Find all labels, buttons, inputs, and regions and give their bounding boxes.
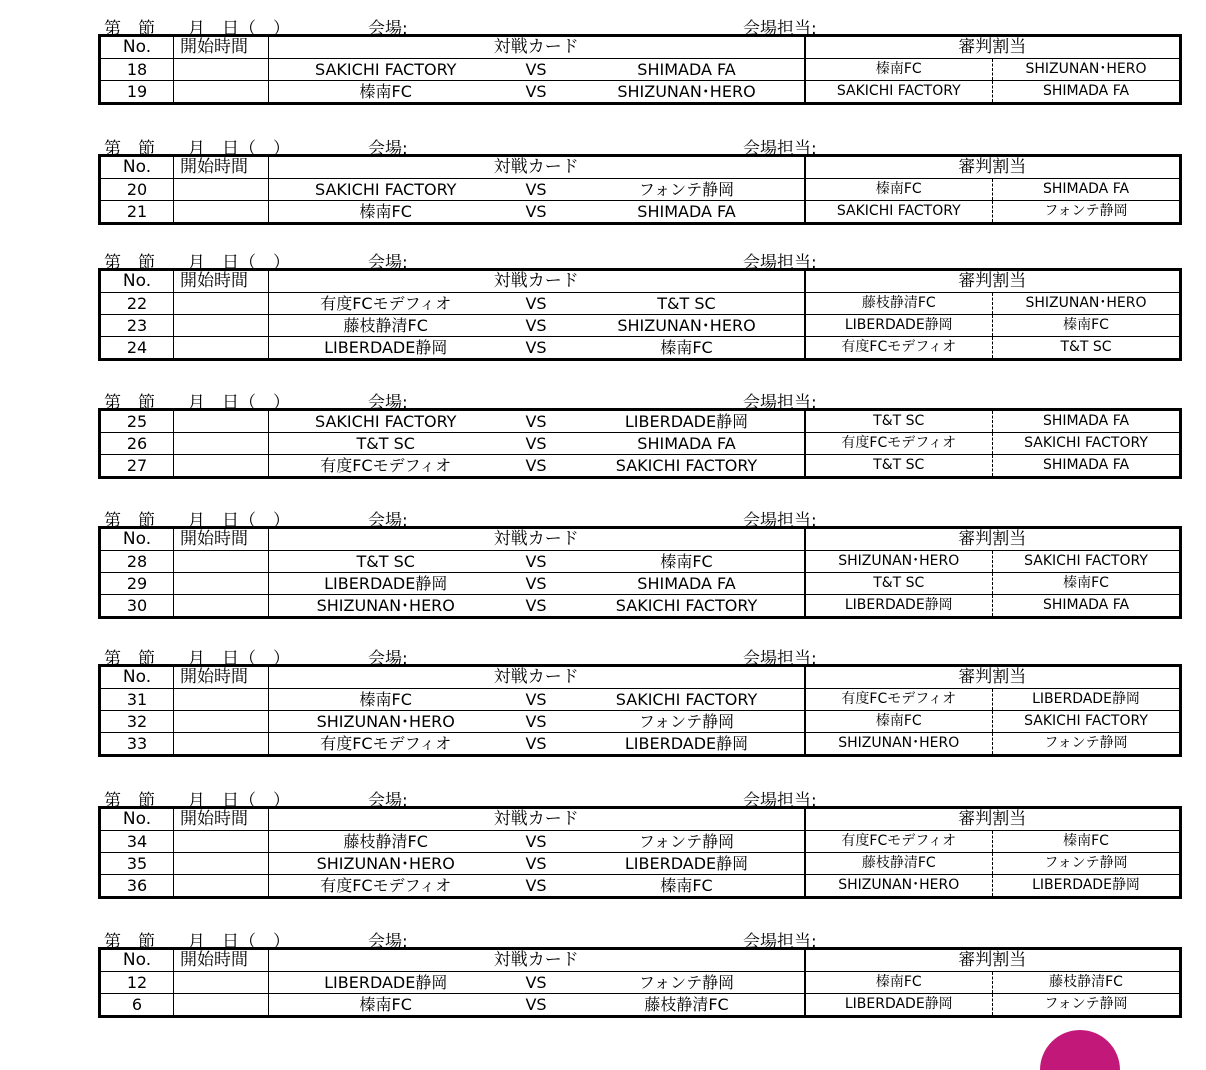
table-row [100,433,1181,455]
home-team: 藤枝静清FC [269,315,503,337]
referee-1: LIBERDADE静岡 [805,994,993,1017]
venue-label: 会場: [368,791,408,811]
referee-header: 審判割当 [805,528,1181,551]
away-team: SAKICHI FACTORY [570,689,805,711]
home-team: 有度FCモデフィオ [269,293,503,315]
table-row [100,853,1181,875]
vs-label: VS [503,875,570,898]
no-header: No. [100,528,174,551]
home-team: SAKICHI FACTORY [269,410,503,433]
match-number: 31 [100,689,174,711]
table-row [100,293,1181,315]
away-team: LIBERDADE静岡 [570,733,805,756]
referee-2: SHIMADA FA [993,179,1181,201]
table-row [100,972,1181,994]
referee-1: 藤枝静清FC [805,293,993,315]
venue-charge-label: 会場担当: [743,139,817,159]
referee-2: 榛南FC [993,315,1181,337]
vs-label: VS [503,711,570,733]
fixture-table [98,806,1182,899]
venue-charge-label: 会場担当: [743,393,817,413]
referee-1: SHIZUNAN･HERO [805,733,993,756]
referee-2: LIBERDADE静岡 [993,689,1181,711]
start-time-header: 開始時間 [174,949,269,972]
home-team: 榛南FC [269,201,503,224]
match-number: 29 [100,573,174,595]
section-label: 第 節 [104,19,155,39]
referee-1: 有度FCモデフィオ [805,337,993,360]
fixture-block [98,925,1128,1018]
match-number: 6 [100,994,174,1017]
fixture-table [98,408,1182,479]
away-team: SHIZUNAN･HERO [570,315,805,337]
start-time-header: 開始時間 [174,666,269,689]
start-time-cell [174,573,269,595]
match-number: 30 [100,595,174,618]
referee-2: SAKICHI FACTORY [993,551,1181,573]
start-time-cell [174,853,269,875]
block-header [98,784,1116,811]
referee-2: SHIMADA FA [993,410,1181,433]
referee-1: SAKICHI FACTORY [805,201,993,224]
home-team: LIBERDADE静岡 [269,573,503,595]
date-label: 月 日（ ） [188,253,290,273]
no-header: No. [100,156,174,179]
match-number: 25 [100,410,174,433]
fixture-block [98,784,1140,899]
fixture-table [98,526,1182,619]
referee-header: 審判割当 [805,808,1181,831]
home-team: SHIZUNAN･HERO [269,595,503,618]
fixture-table [98,664,1182,757]
referee-header: 審判割当 [805,270,1181,293]
start-time-cell [174,433,269,455]
match-number: 12 [100,972,174,994]
referee-1: T&T SC [805,410,993,433]
home-team: SHIZUNAN･HERO [269,711,503,733]
match-number: 22 [100,293,174,315]
no-header: No. [100,949,174,972]
start-time-cell [174,337,269,360]
section-label: 第 節 [104,393,155,413]
block-header [98,386,1116,413]
referee-1: 有度FCモデフィオ [805,831,993,853]
vs-label: VS [503,573,570,595]
referee-1: T&T SC [805,455,993,478]
start-time-header: 開始時間 [174,156,269,179]
venue-charge-label: 会場担当: [743,932,817,952]
table-row [100,875,1181,898]
match-number: 33 [100,733,174,756]
venue-charge-label: 会場担当: [743,19,817,39]
section-label: 第 節 [104,932,155,952]
match-number: 34 [100,831,174,853]
table-row [100,81,1181,104]
vs-label: VS [503,853,570,875]
start-time-header: 開始時間 [174,528,269,551]
venue-label: 会場: [368,649,408,669]
home-team: 有度FCモデフィオ [269,875,503,898]
match-card-header: 対戦カード [269,528,805,551]
decorative-shape [1040,1030,1120,1070]
referee-1: 榛南FC [805,179,993,201]
away-team: 藤枝静清FC [570,994,805,1017]
match-card-header: 対戦カード [269,36,805,59]
table-row [100,201,1181,224]
referee-2: SAKICHI FACTORY [993,433,1181,455]
match-card-header: 対戦カード [269,808,805,831]
venue-label: 会場: [368,511,408,531]
section-label: 第 節 [104,253,155,273]
start-time-cell [174,293,269,315]
venue-charge-label: 会場担当: [743,649,817,669]
home-team: SAKICHI FACTORY [269,59,503,81]
match-number: 26 [100,433,174,455]
start-time-cell [174,315,269,337]
date-label: 月 日（ ） [188,19,290,39]
section-label: 第 節 [104,649,155,669]
block-header [98,246,1116,273]
away-team: 榛南FC [570,875,805,898]
no-header: No. [100,666,174,689]
referee-1: T&T SC [805,573,993,595]
start-time-cell [174,551,269,573]
match-number: 19 [100,81,174,104]
no-header: No. [100,36,174,59]
away-team: SHIMADA FA [570,573,805,595]
vs-label: VS [503,433,570,455]
referee-2: フォンテ静岡 [993,994,1181,1017]
block-header [98,132,1116,159]
match-number: 18 [100,59,174,81]
referee-2: フォンテ静岡 [993,853,1181,875]
date-label: 月 日（ ） [188,649,290,669]
fixture-table [98,268,1182,361]
table-row [100,59,1181,81]
start-time-cell [174,831,269,853]
referee-2: SHIZUNAN･HERO [993,59,1181,81]
match-card-header: 対戦カード [269,270,805,293]
section-label: 第 節 [104,791,155,811]
home-team: 有度FCモデフィオ [269,733,503,756]
fixture-table [98,947,1182,1018]
home-team: SAKICHI FACTORY [269,179,503,201]
vs-label: VS [503,59,570,81]
referee-2: 榛南FC [993,573,1181,595]
away-team: フォンテ静岡 [570,711,805,733]
start-time-cell [174,972,269,994]
table-row [100,551,1181,573]
start-time-header: 開始時間 [174,36,269,59]
away-team: T&T SC [570,293,805,315]
match-card-header: 対戦カード [269,156,805,179]
start-time-cell [174,455,269,478]
match-number: 20 [100,179,174,201]
home-team: LIBERDADE静岡 [269,972,503,994]
referee-1: 有度FCモデフィオ [805,689,993,711]
match-number: 35 [100,853,174,875]
referee-1: SHIZUNAN･HERO [805,875,993,898]
away-team: SHIMADA FA [570,433,805,455]
start-time-cell [174,81,269,104]
referee-2: SAKICHI FACTORY [993,711,1181,733]
referee-1: 榛南FC [805,59,993,81]
match-card-header: 対戦カード [269,949,805,972]
fixture-block [98,642,1148,757]
vs-label: VS [503,595,570,618]
vs-label: VS [503,410,570,433]
block-header [98,12,1116,39]
date-label: 月 日（ ） [188,511,290,531]
referee-1: 有度FCモデフィオ [805,433,993,455]
referee-2: フォンテ静岡 [993,733,1181,756]
away-team: SHIZUNAN･HERO [570,81,805,104]
fixture-block [98,386,1148,479]
start-time-cell [174,994,269,1017]
fixture-block [98,504,1148,619]
referee-2: 藤枝静清FC [993,972,1181,994]
table-row [100,595,1181,618]
venue-charge-label: 会場担当: [743,791,817,811]
start-time-cell [174,595,269,618]
vs-label: VS [503,831,570,853]
match-number: 23 [100,315,174,337]
table-row [100,994,1181,1017]
referee-header: 審判割当 [805,949,1181,972]
home-team: 藤枝静清FC [269,831,503,853]
vs-label: VS [503,337,570,360]
no-header: No. [100,270,174,293]
fixture-table [98,34,1182,105]
referee-1: 榛南FC [805,972,993,994]
match-number: 32 [100,711,174,733]
venue-label: 会場: [368,19,408,39]
start-time-header: 開始時間 [174,270,269,293]
start-time-header: 開始時間 [174,808,269,831]
table-row [100,733,1181,756]
vs-label: VS [503,733,570,756]
match-number: 21 [100,201,174,224]
referee-1: LIBERDADE静岡 [805,315,993,337]
referee-2: SHIMADA FA [993,81,1181,104]
venue-charge-label: 会場担当: [743,253,817,273]
vs-label: VS [503,551,570,573]
away-team: SAKICHI FACTORY [570,595,805,618]
section-label: 第 節 [104,139,155,159]
block-header [98,642,1116,669]
referee-2: SHIZUNAN･HERO [993,293,1181,315]
table-row [100,179,1181,201]
referee-2: SHIMADA FA [993,595,1181,618]
match-number: 36 [100,875,174,898]
table-row [100,573,1181,595]
referee-1: SHIZUNAN･HERO [805,551,993,573]
home-team: T&T SC [269,551,503,573]
referee-2: T&T SC [993,337,1181,360]
match-card-header: 対戦カード [269,666,805,689]
date-label: 月 日（ ） [188,139,290,159]
start-time-cell [174,59,269,81]
start-time-cell [174,689,269,711]
table-row [100,337,1181,360]
home-team: 榛南FC [269,994,503,1017]
date-label: 月 日（ ） [188,932,290,952]
match-number: 24 [100,337,174,360]
away-team: フォンテ静岡 [570,972,805,994]
table-row [100,315,1181,337]
table-row [100,689,1181,711]
home-team: 有度FCモデフィオ [269,455,503,478]
referee-2: フォンテ静岡 [993,201,1181,224]
vs-label: VS [503,972,570,994]
no-header: No. [100,808,174,831]
vs-label: VS [503,994,570,1017]
match-number: 27 [100,455,174,478]
home-team: SHIZUNAN･HERO [269,853,503,875]
vs-label: VS [503,315,570,337]
referee-header: 審判割当 [805,666,1181,689]
away-team: LIBERDADE静岡 [570,853,805,875]
referee-1: SAKICHI FACTORY [805,81,993,104]
vs-label: VS [503,179,570,201]
home-team: LIBERDADE静岡 [269,337,503,360]
home-team: T&T SC [269,433,503,455]
block-header [98,504,1116,531]
match-number: 28 [100,551,174,573]
referee-1: 藤枝静清FC [805,853,993,875]
away-team: 榛南FC [570,551,805,573]
referee-header: 審判割当 [805,156,1181,179]
fixture-table [98,154,1182,225]
away-team: SAKICHI FACTORY [570,455,805,478]
away-team: SHIMADA FA [570,59,805,81]
venue-label: 会場: [368,932,408,952]
start-time-cell [174,733,269,756]
date-label: 月 日（ ） [188,393,290,413]
vs-label: VS [503,201,570,224]
referee-2: LIBERDADE静岡 [993,875,1181,898]
vs-label: VS [503,455,570,478]
referee-2: SHIMADA FA [993,455,1181,478]
table-row [100,831,1181,853]
away-team: フォンテ静岡 [570,831,805,853]
fixture-block [98,12,1147,105]
referee-1: 榛南FC [805,711,993,733]
home-team: 榛南FC [269,81,503,104]
start-time-cell [174,875,269,898]
start-time-cell [174,711,269,733]
fixture-block [98,246,1147,361]
away-team: 榛南FC [570,337,805,360]
date-label: 月 日（ ） [188,791,290,811]
vs-label: VS [503,81,570,104]
fixture-block [98,132,1130,225]
vs-label: VS [503,293,570,315]
table-row [100,711,1181,733]
referee-header: 審判割当 [805,36,1181,59]
referee-2: 榛南FC [993,831,1181,853]
vs-label: VS [503,689,570,711]
venue-charge-label: 会場担当: [743,511,817,531]
venue-label: 会場: [368,139,408,159]
section-label: 第 節 [104,511,155,531]
away-team: フォンテ静岡 [570,179,805,201]
venue-label: 会場: [368,393,408,413]
away-team: SHIMADA FA [570,201,805,224]
referee-1: LIBERDADE静岡 [805,595,993,618]
start-time-cell [174,179,269,201]
table-row [100,455,1181,478]
start-time-cell [174,201,269,224]
away-team: LIBERDADE静岡 [570,410,805,433]
venue-label: 会場: [368,253,408,273]
home-team: 榛南FC [269,689,503,711]
block-header [98,925,1116,952]
